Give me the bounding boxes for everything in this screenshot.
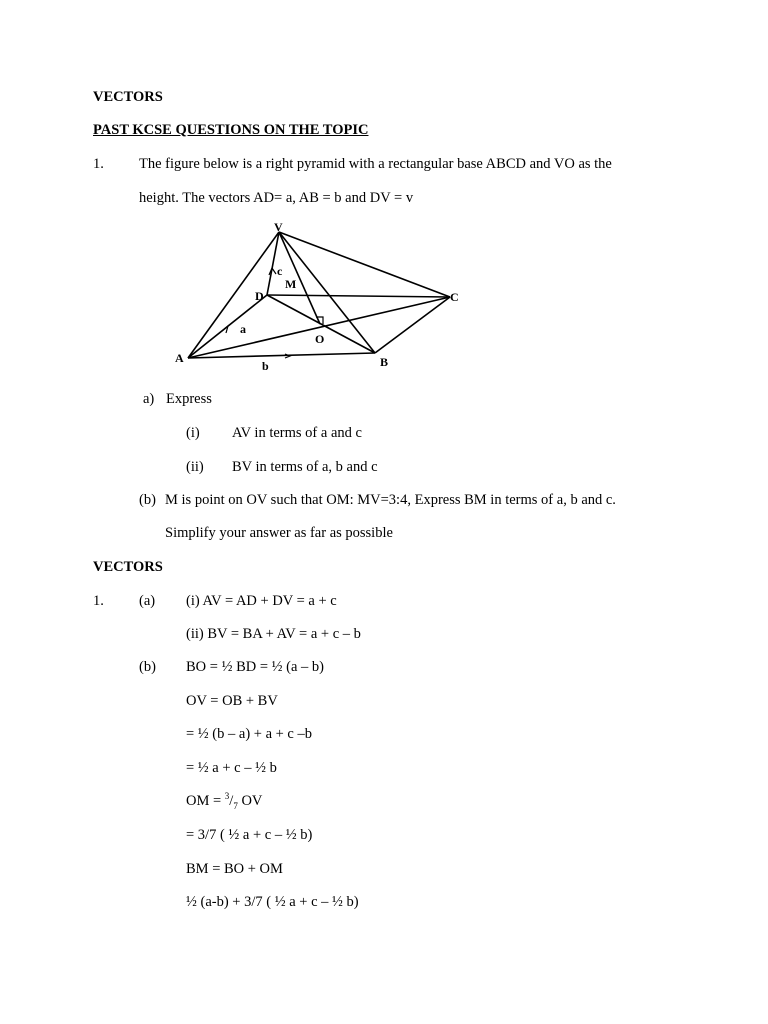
arrow-c (269, 268, 276, 275)
edge-AV (188, 232, 279, 358)
answer-b-line3: = ½ (b – a) + a + c –b (186, 726, 312, 742)
edge-DC (267, 295, 450, 297)
answer-a-label: (a) (139, 593, 156, 609)
answer-a-line1: (i) AV = AD + DV = a + c (186, 593, 337, 609)
answer-b-line5-prefix: OM = (186, 793, 225, 809)
label-c: c (277, 264, 283, 278)
label-a: a (240, 322, 246, 336)
answer-number: 1. (93, 593, 104, 609)
fraction-denominator: 7 (233, 800, 238, 811)
label-O: O (315, 332, 325, 346)
label-M: M (285, 277, 297, 291)
part-b-text-line2: Simplify your answer as far as possible (165, 525, 393, 541)
question-text-line2: height. The vectors AD= a, AB = b and DV = v (139, 190, 414, 206)
answer-a-line2: (ii) BV = BA + AV = a + c – b (186, 626, 361, 642)
question-text-line1: The figure below is a right pyramid with a rectangular base ABCD and VO as the (139, 156, 612, 172)
part-b-text: M is point on OV such that OM: MV=3:4, Express BM in terms of a, b and c. (165, 492, 616, 508)
part-a-text: Express (166, 391, 212, 407)
subpart-ii-label: (ii) (186, 459, 204, 475)
answer-b-line5-suffix: OV (237, 793, 263, 809)
label-b: b (262, 359, 269, 373)
label-D: D (255, 289, 264, 303)
answer-b-line8: ½ (a-b) + 3/7 ( ½ a + c – ½ b) (186, 894, 359, 910)
answers-heading: VECTORS (93, 559, 163, 575)
subpart-i-label: (i) (186, 425, 200, 441)
label-V: V (274, 220, 283, 234)
page-title: VECTORS (93, 89, 163, 105)
pyramid-figure (170, 220, 470, 375)
part-a-label: a) (143, 391, 155, 407)
label-A: A (175, 351, 184, 365)
answer-b-line1: BO = ½ BD = ½ (a – b) (186, 659, 324, 675)
label-C: C (450, 290, 459, 304)
edge-AB (188, 353, 375, 358)
answer-b-line7: BM = BO + OM (186, 861, 283, 877)
answer-b-label: (b) (139, 659, 156, 675)
section-subtitle: PAST KCSE QUESTIONS ON THE TOPIC (93, 122, 369, 138)
fraction-numerator: 3 (224, 791, 230, 802)
part-b-label: (b) (139, 492, 156, 508)
subpart-i-text: AV in terms of a and c (232, 425, 362, 441)
answer-b-line4: = ½ a + c – ½ b (186, 760, 277, 776)
answer-b-line6: = 3/7 ( ½ a + c – ½ b) (186, 827, 313, 843)
question-number: 1. (93, 156, 104, 172)
label-B: B (380, 355, 389, 369)
answer-b-line2: OV = OB + BV (186, 693, 278, 709)
subpart-ii-text: BV in terms of a, b and c (232, 459, 378, 475)
answer-b-line5: OM = $^3/_7$ OV (186, 791, 263, 811)
